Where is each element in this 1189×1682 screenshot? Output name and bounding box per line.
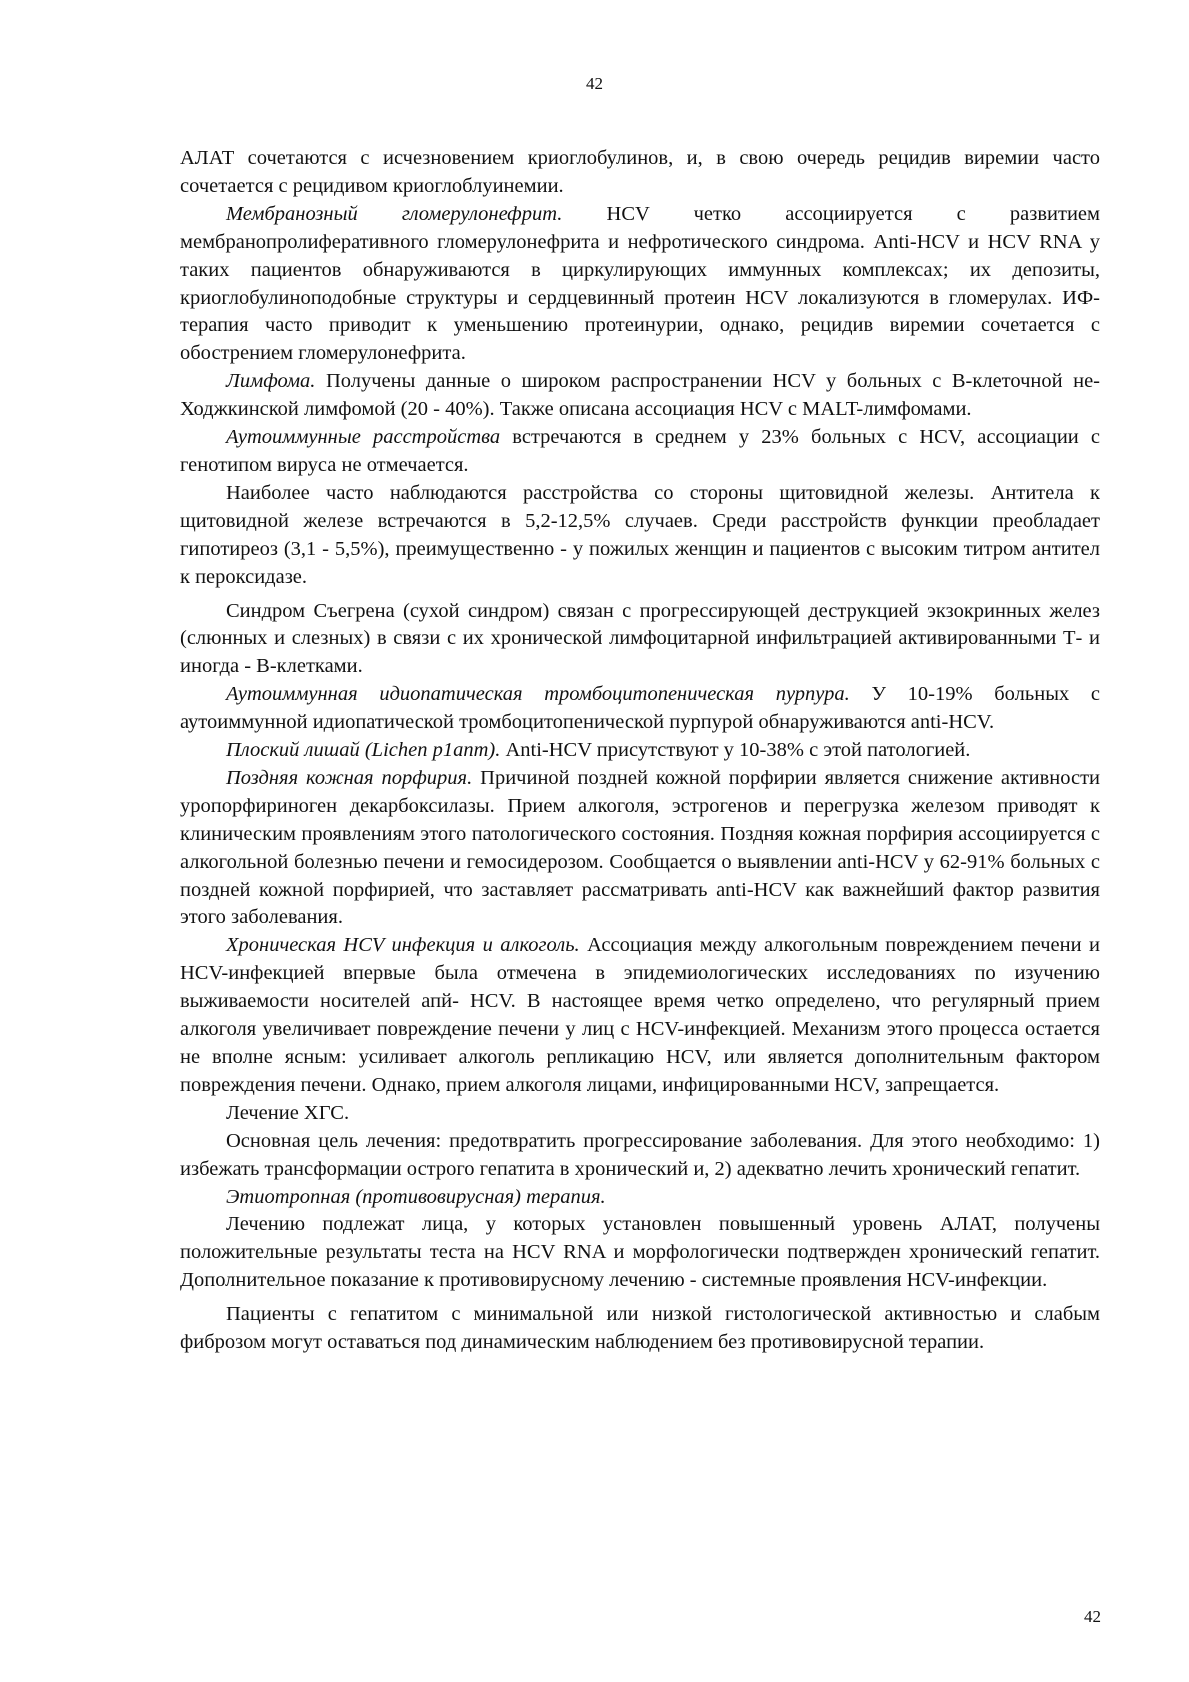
page-number-bottom: 42 [1084,1607,1101,1626]
paragraph-indications: Лечению подлежат лица, у которых установлен повышенный уровень АЛАТ, получены положительные результаты теста на HCV RNA и морфологически подтвержден хронический гепатит. Дополнительное показание к противовирусному лечению - системные проявления HCV-инфекции. [180,1213,1100,1292]
paragraph-membranous-glomerulonephritis [180,201,1100,368]
heading-lymphoma: Лимфома. [226,370,316,393]
heading-etiotropic-therapy: Этиотропная (противовирусная) терапия. [226,1185,606,1208]
paragraph-lichen [180,737,1100,765]
heading-lichen: Плоский лишай (Lichen p1anm). [226,739,501,762]
paragraph-lymphoma [180,368,1100,424]
text-autoimmune-disorders: встречаются в среднем у 23% больных с HCV, ассоциации с генотипом вируса не отмечается. [180,426,1101,476]
paragraph-sjogren: Синдром Съегрена (сухой синдром) связан с прогрессирующей деструкцией экзокринных желез (слюнных и слезных) в связи с их хронической лимфоцитарной инфильтрацией активированными Т- и иногда - В-клетками. [180,599,1100,678]
paragraph-thyroid: Наиболее часто наблюдаются расстройства со стороны щитовидной железы. Антитела к щитовидной железе встречаются в 5,2-12,5% случаев. Среди расстройств функции преобладает гипотиреоз (3,1 - 5,5%), преимущественно - у пожилых женщин и пациентов с высоким титром антител к пероксидазе. [180,481,1100,588]
section-title-treatment: Лечение ХГС. [226,1101,350,1124]
paragraph-itp [180,681,1100,737]
paragraph-1: АЛАТ сочетаются с исчезновением криоглобулинов, и, в свою очередь рецидив виремии часто сочетается с рецидивом криоглоблуинемии. [180,147,1100,197]
paragraph-etiotropic-therapy [180,1184,1100,1212]
paragraph-porphyria [180,765,1100,932]
paragraph-autoimmune-disorders [180,424,1100,480]
text-porphyria: Причиной поздней кожной порфирии является снижение активности уропорфириноген декарбоксилазы. Прием алкоголя, эстрогенов и перегрузка железом приводят к клиническим проявлениям этого патологического состояния. Поздняя кожная порфирия ассоциируется с алкогольной болезнью печени и гемосидерозом. Сообщается о выявлении anti-HCV у 62-91% больных с поздней кожной порфирией, что заставляет рассматривать anti-HCV как важнейший фактор развития этого заболевания. [180,766,1101,929]
heading-itp: Аутоиммунная идиопатическая тромбоцитопеническая пурпура. [226,683,850,706]
text-lymphoma: Получены данные о широком распространении HCV у больных с В-клеточной не-Ходжкинской лимфомой (20 - 40%). Также описана ассоциация HCV с MALT-лимфомами. [180,370,1100,421]
heading-membranous-glomerulonephritis: Мембранозный гломерулонефрит. [226,202,563,225]
paragraph-observation: Пациенты с гепатитом с минимальной или низкой гистологической активностью и слабым фиброзом могут оставаться под динамическим наблюдением без противовирусной терапии. [180,1303,1100,1354]
paragraph-treatment-goal: Основная цель лечения: предотвратить прогрессирование заболевания. Для этого необходимо: 1) избежать трансформации острого гепатита в хронический и, 2) адекватно лечить хронический гепатит. [180,1129,1100,1180]
text-lichen: Anti-HCV присутствуют у 10-38% с этой патологией. [505,739,971,762]
heading-hcv-alcohol: Хроническая HCV инфекция и алкоголь. [226,934,580,957]
body-text [180,145,1100,1357]
text-hcv-alcohol: Ассоциация между алкогольным повреждением печени и HCV-инфекцией впервые была отмечена в эпидемиологических исследованиях по изучению выживаемости носителей апй- HCV. В настоящее время четко определено, что регулярный прием алкоголя увеличивает повреждение печени у лиц с HCV-инфекцией. Механизм этого процесса остается не вполне ясным: усиливает алкоголь репликацию HCV, или является дополнительным фактором повреждения печени. Однако, прием алкоголя лицами, инфицированными HCV, запрещается. [180,934,1100,1096]
paragraph-hcv-alcohol [180,932,1100,1099]
page-number-top: 42 [586,74,603,93]
text-membranous-glomerulonephritis: HCV четко ассоциируется с развитием мембранопролиферативного гломерулонефрита и нефротического синдрома. Anti-HCV и HCV RNA у таких пациентов обнаруживаются в циркулирующих иммунных комплексах; их депозиты, криоглобулиноподобные структуры и сердцевинный протеин HCV локализуются в гломерулах. ИФ-терапия часто приводит к уменьшению протеинурии, однако, рецидив виремии сочетается с обострением гломерулонефрита. [180,202,1100,365]
text-itp: У 10-19% больных с аутоиммунной идиопатической тромбоцитопенической пурпурой обнаруживаются anti-HCV. [180,683,1100,734]
heading-autoimmune-disorders: Аутоиммунные расстройства [226,426,501,449]
heading-porphyria: Поздняя кожная порфирия. [226,766,473,789]
